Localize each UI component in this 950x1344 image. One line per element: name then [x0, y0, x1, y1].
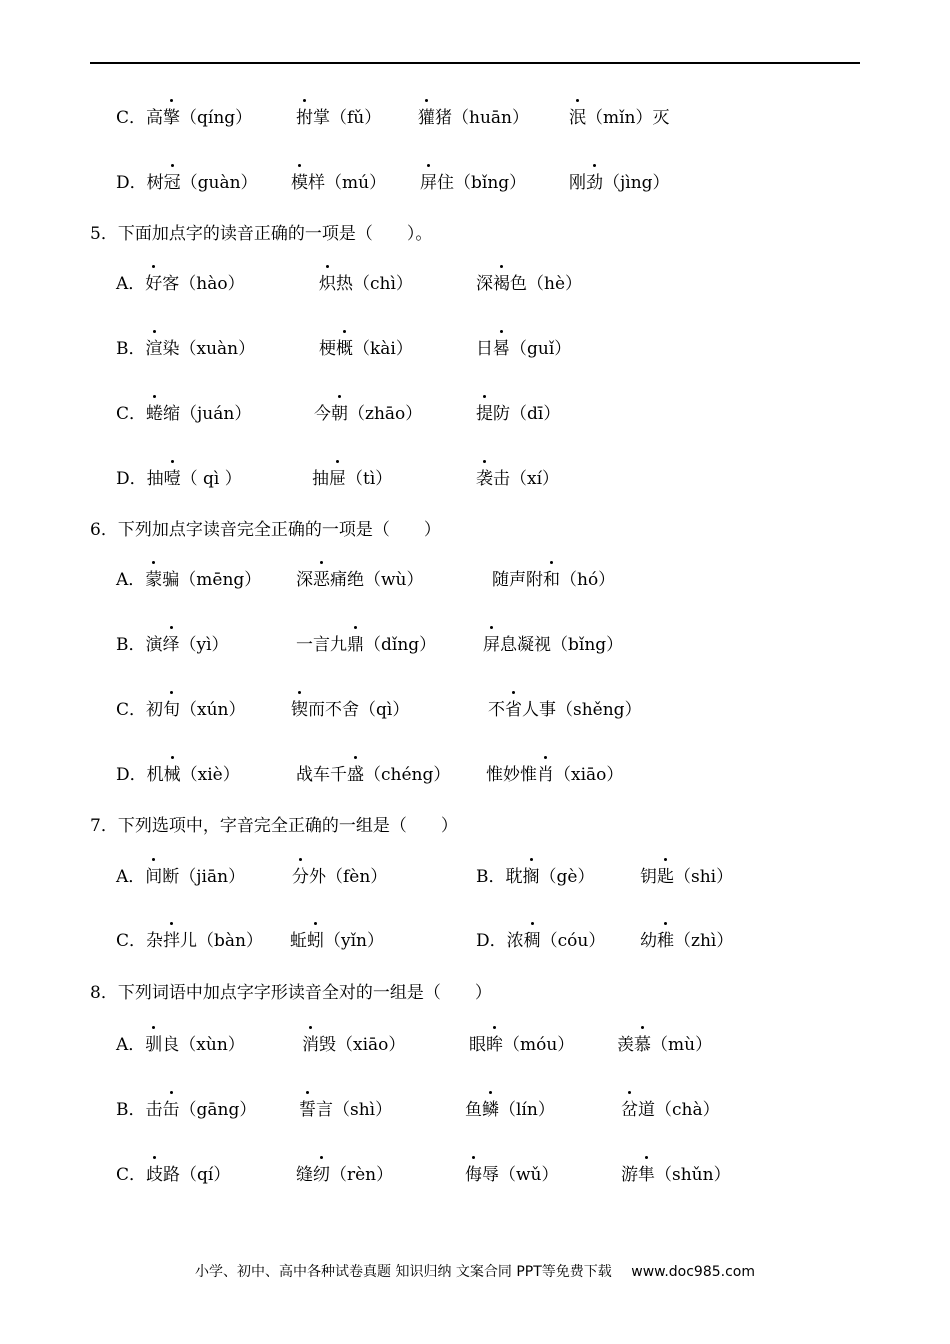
dotted-character: 搁 [522, 867, 540, 887]
answer-option [296, 106, 381, 130]
dotted-character: 拌 [163, 931, 181, 951]
dotted-character: 褐 [493, 274, 510, 294]
option-text: 杂 [146, 931, 164, 951]
option-text: 刚 [569, 173, 586, 193]
option-text: 不 [488, 700, 505, 720]
option-text: 良（xùn） [162, 1035, 245, 1055]
option-text: 言（shì） [316, 1100, 393, 1120]
option-text: 防（dī） [493, 404, 561, 424]
dotted-character: 泯 [569, 108, 586, 128]
option-text: 断（jiān） [162, 867, 246, 887]
dotted-character: 稠 [523, 931, 541, 951]
dotted-character: 锲 [291, 700, 308, 720]
option-text: 息凝视（bǐng） [500, 635, 624, 655]
dotted-character: 械 [163, 765, 181, 785]
dotted-character: 绎 [162, 635, 180, 655]
dotted-character: 匙 [657, 867, 674, 887]
option-text: 而不舍（qì） [308, 700, 410, 720]
option-text: 外（fèn） [309, 867, 388, 887]
answer-option [292, 865, 387, 889]
option-text: 随声附 [492, 570, 543, 590]
dotted-character: 缶 [162, 1100, 180, 1120]
option-text: 浓 [506, 931, 524, 951]
dotted-character: 獾 [418, 108, 435, 128]
option-text: A． [116, 1035, 146, 1055]
option-text: 道（chà） [638, 1100, 720, 1120]
answer-option [296, 633, 436, 657]
answer-option [290, 929, 384, 953]
option-text: 7．下列选项中，字音完全正确的一组是（ ） [90, 816, 458, 836]
answer-option [476, 865, 594, 889]
answer-option [312, 467, 392, 491]
dotted-character: 屏 [483, 635, 500, 655]
option-text: 深 [476, 274, 493, 294]
option-text: 日 [476, 339, 493, 359]
dotted-character: 稚 [657, 931, 674, 951]
answer-option [302, 1033, 405, 1057]
answer-option [476, 929, 605, 953]
option-text: 游 [621, 1165, 638, 1185]
dotted-character: 袭 [476, 469, 493, 489]
dotted-character: 蜷 [146, 404, 164, 424]
dotted-character: 擎 [163, 108, 181, 128]
option-text: C． [116, 700, 147, 720]
option-text: 初 [146, 700, 164, 720]
option-text: （zhāo） [348, 404, 423, 424]
answer-option [621, 1163, 731, 1187]
option-text: （shi） [674, 867, 734, 887]
option-text: （xiè） [180, 765, 240, 785]
answer-option [465, 1163, 559, 1187]
dotted-character: 朝 [331, 404, 348, 424]
option-text: （chéng） [364, 765, 451, 785]
option-text: 演 [145, 635, 163, 655]
option-text: （mù） [651, 1035, 713, 1055]
option-text: （guǐ） [510, 339, 572, 359]
option-text: D． [476, 931, 507, 951]
option-text: 今 [314, 404, 331, 424]
option-text: （gāng） [179, 1100, 257, 1120]
option-text: （mǐn）灭 [586, 108, 670, 128]
option-text: 击（xí） [493, 469, 560, 489]
dotted-character: 慕 [634, 1035, 651, 1055]
option-text: D． [116, 173, 147, 193]
option-text: 辱（wǔ） [482, 1165, 559, 1185]
dotted-character: 屏 [420, 173, 437, 193]
footer-text: 小学、初中、高中各种试卷真题 知识归纳 文案合同 PPT等免费下载 [195, 1264, 612, 1280]
answer-option [116, 633, 229, 657]
dotted-character: 鳞 [482, 1100, 499, 1120]
answer-option [488, 698, 642, 722]
dotted-character: 旬 [163, 700, 181, 720]
dotted-character: 侮 [465, 1165, 482, 1185]
option-text: 幼 [640, 931, 657, 951]
answer-option [476, 337, 571, 361]
option-text: C． [116, 931, 147, 951]
option-text: （xún） [180, 700, 246, 720]
option-text: 色（hè） [510, 274, 583, 294]
dotted-character: 和 [543, 570, 560, 590]
option-text: （ qì ） [180, 469, 242, 489]
answer-option [418, 106, 529, 130]
option-text: （yì） [179, 635, 229, 655]
answer-option [116, 402, 251, 426]
dotted-character: 驯 [145, 1035, 163, 1055]
option-text: （móu） [503, 1035, 575, 1055]
answer-option [116, 171, 258, 195]
option-text: 眼 [469, 1035, 486, 1055]
option-text: 6．下列加点字读音完全正确的一项是（ ） [90, 520, 441, 540]
dotted-character: 拊 [296, 108, 313, 128]
option-text: 样（mú） [308, 173, 387, 193]
option-text: 毁（xiāo） [319, 1035, 406, 1055]
option-text: （guàn） [180, 173, 258, 193]
answer-option [640, 929, 733, 953]
option-text: 5．下面加点字的读音正确的一项是（ ）。 [90, 224, 433, 244]
option-text: C． [116, 1165, 147, 1185]
option-text: 抽 [312, 469, 329, 489]
answer-option [299, 1098, 392, 1122]
question-text [90, 518, 441, 542]
dotted-character: 蒙 [145, 570, 163, 590]
option-text: （jìng） [603, 173, 670, 193]
answer-option [116, 763, 240, 787]
dotted-character: 誓 [299, 1100, 316, 1120]
option-text: C． [116, 108, 147, 128]
option-text: 惟妙惟 [486, 765, 537, 785]
option-text: 蚯 [290, 931, 307, 951]
option-text: 客（hào） [162, 274, 245, 294]
dotted-character: 概 [336, 339, 353, 359]
answer-option [469, 1033, 574, 1057]
option-text: 痛绝（wù） [330, 570, 424, 590]
question-text [90, 222, 432, 246]
answer-option [116, 698, 246, 722]
option-text: A． [116, 570, 146, 590]
dotted-character: 渲 [145, 339, 163, 359]
dotted-character: 间 [145, 867, 163, 887]
answer-option [116, 1098, 256, 1122]
dotted-character: 分 [292, 867, 309, 887]
dotted-character: 歧 [146, 1165, 164, 1185]
option-text: 掌（fǔ） [313, 108, 382, 128]
option-text: 抽 [146, 469, 164, 489]
answer-option [617, 1033, 712, 1057]
answer-option [291, 698, 409, 722]
option-text: 热（chì） [336, 274, 413, 294]
option-text: （xiāo） [554, 765, 624, 785]
answer-option [116, 929, 263, 953]
answer-option [296, 1163, 393, 1187]
answer-option [319, 337, 413, 361]
answer-option [116, 337, 255, 361]
dotted-character: 盛 [347, 765, 364, 785]
option-text: 耽 [505, 867, 523, 887]
dotted-character: 晷 [493, 339, 510, 359]
option-text: B． [116, 1100, 146, 1120]
dotted-character: 纫 [313, 1165, 330, 1185]
footer-url: www.doc985.com [631, 1264, 755, 1280]
option-text: （lín） [499, 1100, 555, 1120]
option-text: 钥 [640, 867, 657, 887]
dotted-character: 恶 [313, 570, 330, 590]
dotted-character: 鼎 [347, 635, 364, 655]
option-text: A． [116, 274, 146, 294]
option-text: 路（qí） [163, 1165, 231, 1185]
option-text: 骗（mēng） [162, 570, 262, 590]
dotted-character: 炽 [319, 274, 336, 294]
option-text: （yǐn） [324, 931, 384, 951]
option-text: 击 [145, 1100, 163, 1120]
page-footer [0, 1261, 950, 1281]
dotted-character: 省 [505, 700, 522, 720]
answer-option [476, 272, 582, 296]
answer-option [116, 272, 245, 296]
option-text: （kài） [353, 339, 413, 359]
dotted-character: 屉 [329, 469, 346, 489]
option-text: （qíng） [180, 108, 253, 128]
dotted-character: 模 [291, 173, 308, 193]
option-text: B． [476, 867, 506, 887]
answer-option [483, 633, 623, 657]
option-text: D． [116, 469, 147, 489]
option-text: 一言九 [296, 635, 347, 655]
option-text: C． [116, 404, 147, 424]
answer-option [291, 171, 386, 195]
answer-option [116, 865, 245, 889]
answer-option [319, 272, 413, 296]
dotted-character: 隼 [638, 1165, 655, 1185]
option-text: 羡 [617, 1035, 634, 1055]
answer-option [621, 1098, 720, 1122]
option-text: D． [116, 765, 147, 785]
answer-option [296, 568, 424, 592]
dotted-character: 好 [145, 274, 163, 294]
option-text: B． [116, 635, 146, 655]
option-text: 树 [146, 173, 164, 193]
option-text: 8．下列词语中加点字字形读音全对的一组是（ ） [90, 983, 492, 1003]
option-text: B． [116, 339, 146, 359]
answer-option [476, 467, 559, 491]
question-text [90, 981, 492, 1005]
question-text [90, 814, 458, 838]
option-text: （dǐng） [364, 635, 437, 655]
dotted-character: 冠 [163, 173, 181, 193]
option-text: （zhì） [674, 931, 734, 951]
answer-option [116, 1033, 245, 1057]
option-text: 染（xuàn） [162, 339, 256, 359]
dotted-character: 肖 [537, 765, 554, 785]
answer-option [486, 763, 623, 787]
option-text: 梗 [319, 339, 336, 359]
option-text: 人事（shěng） [522, 700, 642, 720]
answer-option [569, 106, 670, 130]
option-text: （hó） [560, 570, 616, 590]
dotted-character: 岔 [621, 1100, 638, 1120]
option-text: （tì） [346, 469, 393, 489]
option-text: 缝 [296, 1165, 313, 1185]
dotted-character: 劲 [586, 173, 603, 193]
option-text: （gè） [539, 867, 595, 887]
header-rule [90, 62, 860, 64]
option-text: （cóu） [540, 931, 606, 951]
dotted-character: 提 [476, 404, 493, 424]
answer-option [116, 568, 261, 592]
option-text: A． [116, 867, 146, 887]
option-text: 缩（juán） [163, 404, 252, 424]
option-text: 战车千 [296, 765, 347, 785]
option-text: 儿（bàn） [180, 931, 263, 951]
option-text: （rèn） [330, 1165, 394, 1185]
dotted-character: 噎 [163, 469, 181, 489]
option-text: （shǔn） [655, 1165, 731, 1185]
answer-option [569, 171, 670, 195]
dotted-character: 蚓 [307, 931, 324, 951]
answer-option [420, 171, 526, 195]
dotted-character: 消 [302, 1035, 319, 1055]
answer-option [116, 106, 252, 130]
answer-option [314, 402, 422, 426]
answer-option [296, 763, 450, 787]
option-text: 高 [146, 108, 164, 128]
option-text: 鱼 [465, 1100, 482, 1120]
option-text: 深 [296, 570, 313, 590]
answer-option [640, 865, 733, 889]
dotted-character: 眸 [486, 1035, 503, 1055]
answer-option [465, 1098, 555, 1122]
answer-option [116, 467, 242, 491]
answer-option [476, 402, 560, 426]
option-text: 机 [146, 765, 164, 785]
option-text: 猪（huān） [435, 108, 529, 128]
answer-option [492, 568, 615, 592]
answer-option [116, 1163, 230, 1187]
option-text: 住（bǐng） [437, 173, 527, 193]
